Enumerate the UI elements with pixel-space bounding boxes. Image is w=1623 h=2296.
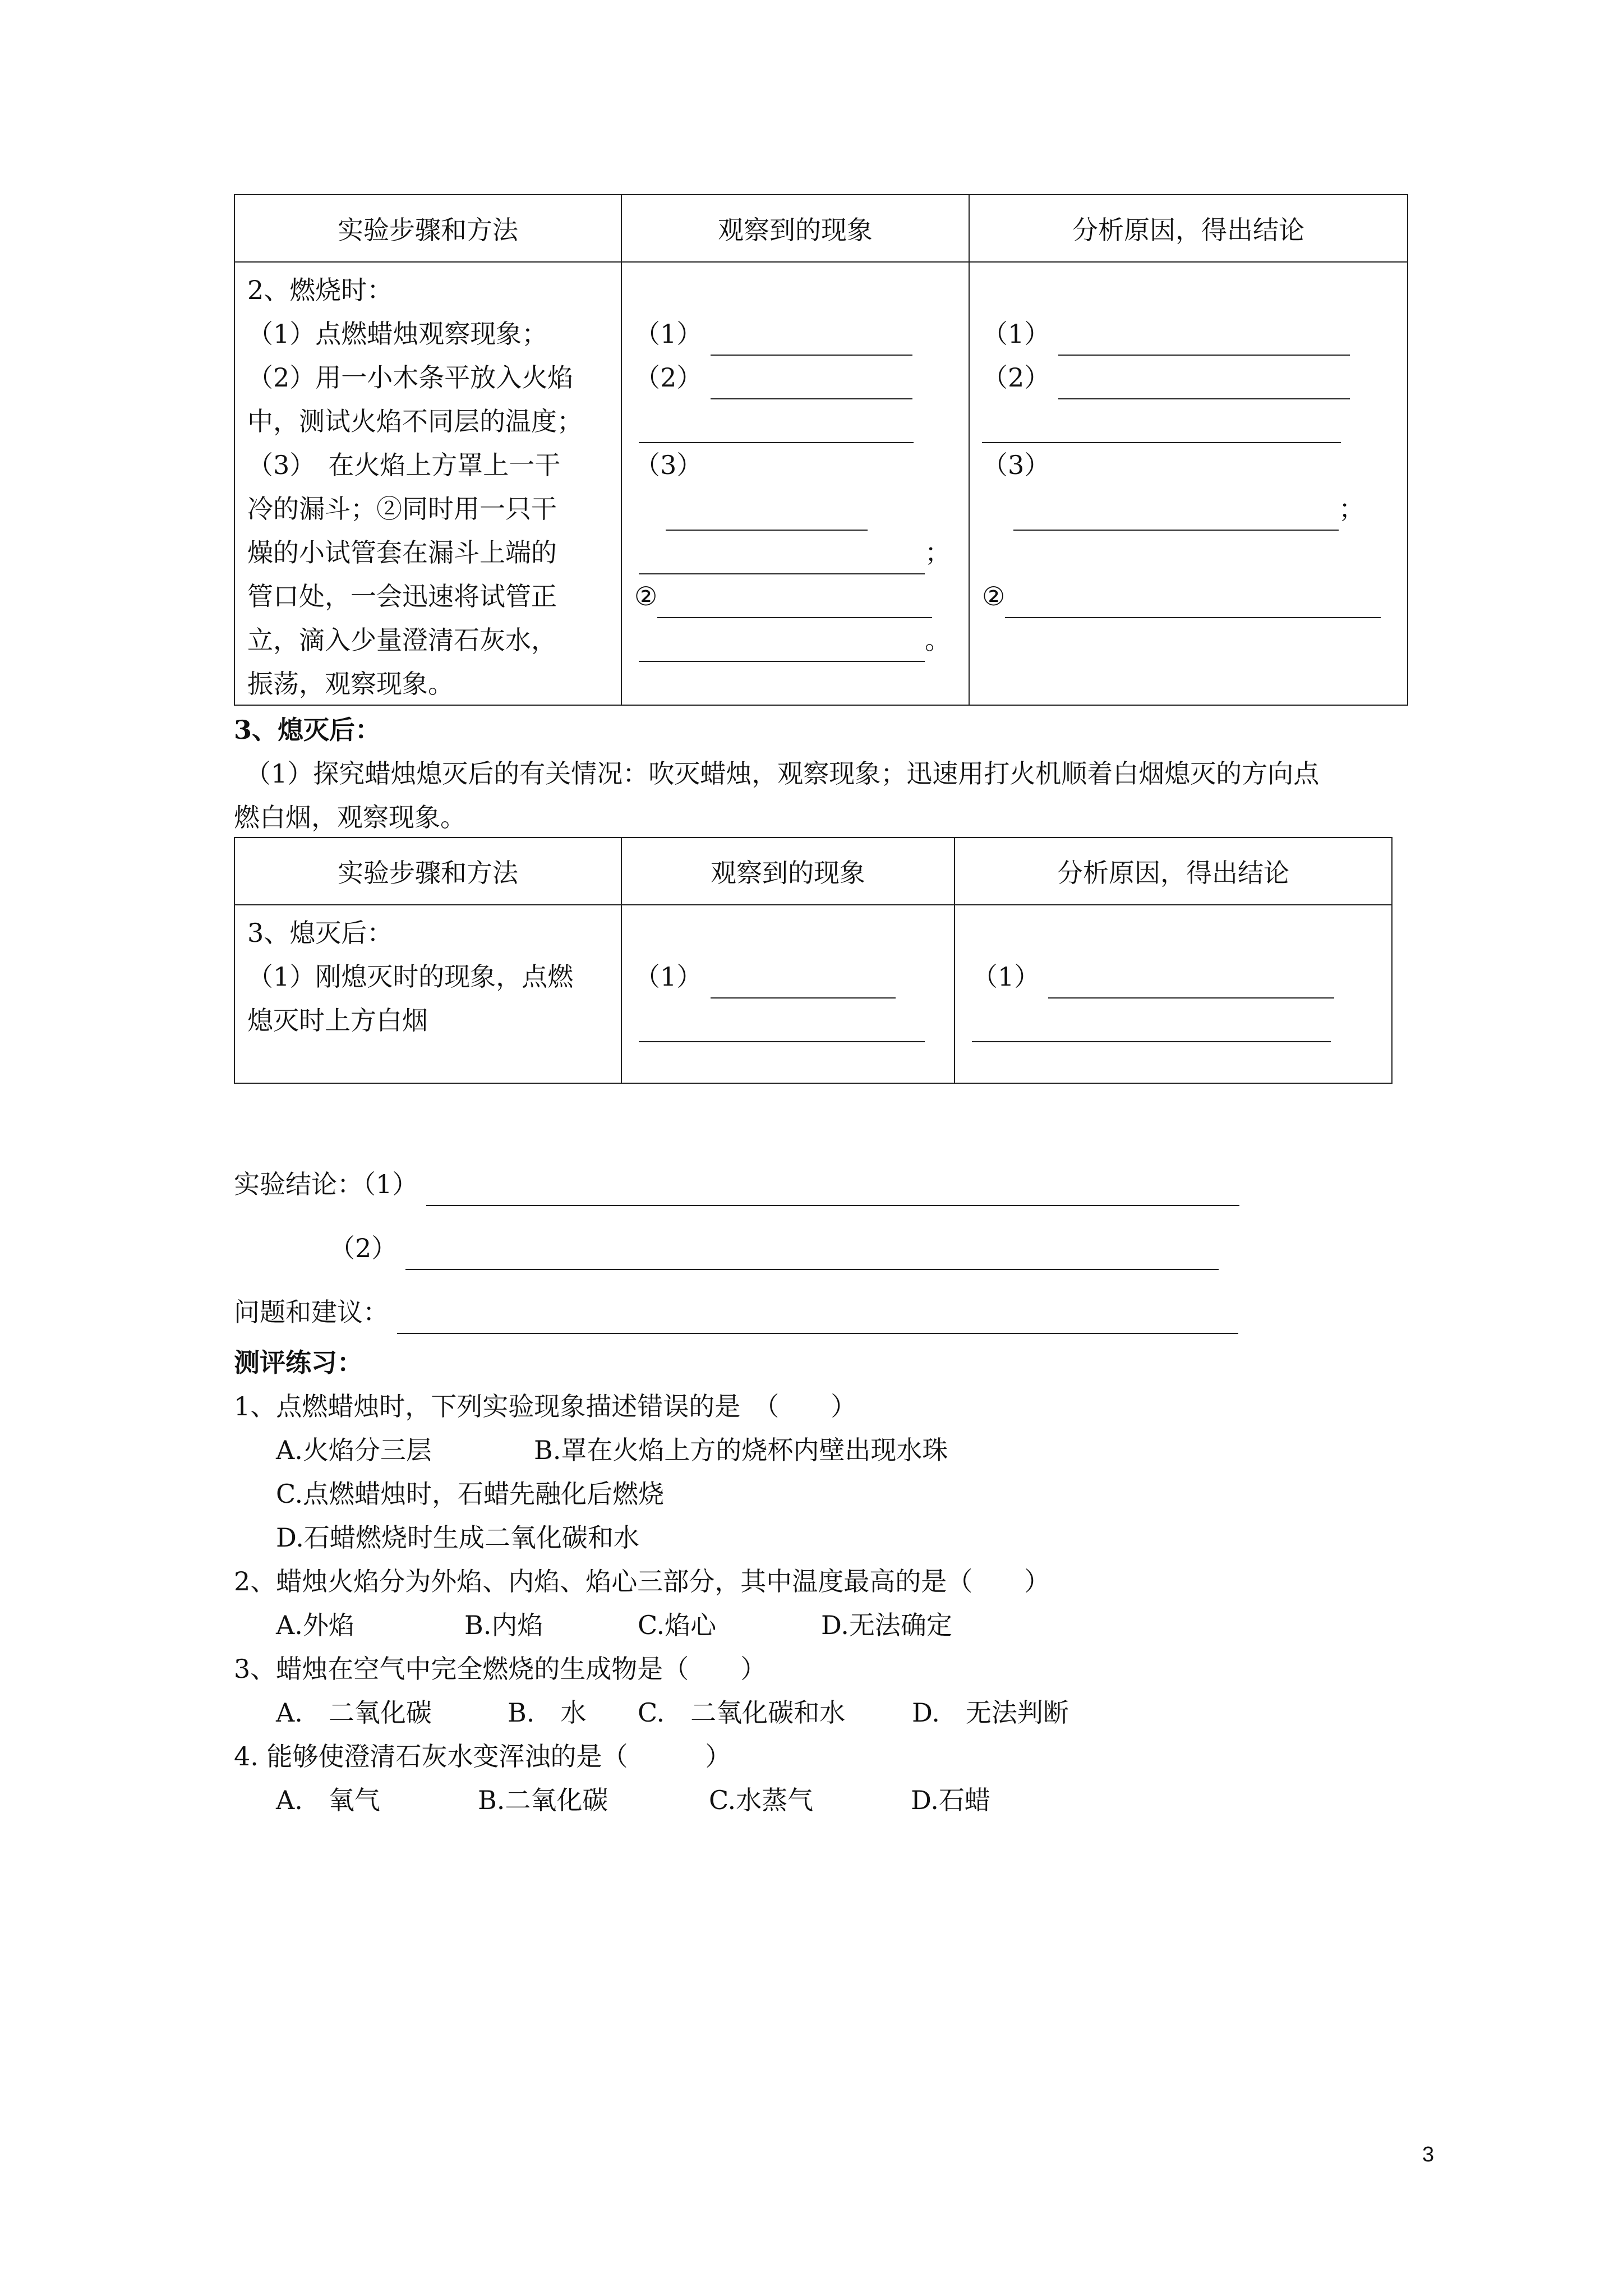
question-2: 2、蜡烛火焰分为外焰、内焰、焰心三部分，其中温度最高的是（ ） [234,1566,1050,1596]
table2-step-line: 熄灭时上方白烟 [247,1005,428,1036]
answer-blank[interactable] [639,544,925,574]
q2-option-a[interactable]: A.外焰 [276,1610,354,1640]
conclusion-row-2 [329,1226,1219,1270]
answer-blank[interactable] [657,588,932,618]
answer-blank[interactable] [639,1012,925,1042]
q4-option-a[interactable]: A. 氧气 [276,1785,380,1815]
table1-header-steps: 实验步骤和方法 [234,195,621,262]
ana-label-circled-2: ② [982,581,1006,611]
question-3: 3、蜡烛在空气中完全燃烧的生成物是（ ） [234,1654,767,1684]
q3-option-c[interactable]: C. 二氧化碳和水 [638,1697,846,1728]
answer-blank[interactable] [426,1176,1239,1206]
q2-option-c[interactable]: C.焰心 [638,1610,717,1640]
q4-option-d[interactable]: D.石蜡 [911,1785,990,1815]
table1-step-line: 2、燃烧时： [247,275,393,305]
obs-label-2: （2） [634,362,703,393]
table2-header-steps: 实验步骤和方法 [234,838,621,905]
answer-blank[interactable] [639,413,914,443]
table1-step-line: 中，测试火焰不同层的温度； [247,406,583,436]
answer-blank[interactable] [711,369,912,399]
answer-blank[interactable] [397,1304,1238,1334]
table2-analysis-cell [955,905,1392,1083]
answer-blank[interactable] [982,413,1341,443]
q4-option-c[interactable]: C.水蒸气 [709,1785,814,1815]
semicolon: ； [1339,494,1364,524]
q1-option-a[interactable]: A.火焰分三层 [276,1435,432,1465]
table1-step-line: （1）点燃蜡烛观察现象； [247,319,548,349]
experiment-table-burning [234,194,1408,706]
table2-header-analysis: 分析原因，得出结论 [955,838,1392,905]
obs-label-circled-2: ② [634,581,658,611]
q4-option-b[interactable]: B.二氧化碳 [478,1785,608,1815]
period: 。 [925,625,951,655]
table2-step-line: （1）刚熄灭时的现象，点燃 [247,961,574,992]
table1-step-line: 管口处，一会迅速将试管正 [247,581,557,611]
q1-option-c[interactable]: C.点燃蜡烛时，石蜡先融化后燃烧 [276,1479,665,1509]
q2-option-b[interactable]: B.内焰 [464,1610,543,1640]
answer-blank[interactable] [1058,369,1350,399]
q3-option-b[interactable]: B. 水 [508,1697,587,1728]
ana-label-3: （3） [982,450,1050,480]
table1-step-line: （3） 在火焰上方罩上一干 [247,450,561,480]
question-1: 1、点燃蜡烛时，下列实验现象描述错误的是 （ ） [234,1391,857,1421]
exercise-title: 测评练习： [234,1347,363,1378]
table2-header-observation: 观察到的现象 [621,838,955,905]
question-4: 4. 能够使澄清石灰水变浑浊的是（ ） [234,1741,731,1772]
table1-step-line: （2）用一小木条平放入火焰 [247,362,574,393]
answer-blank[interactable] [711,968,896,999]
q2-option-d[interactable]: D.无法确定 [821,1610,952,1640]
table1-step-line: 冷的漏斗；②同时用一只干 [247,494,557,524]
experiment-table-extinguish [234,837,1393,1084]
obs-label-3: （3） [634,450,703,480]
q3-option-d[interactable]: D. 无法判断 [912,1697,1069,1728]
obs-label-1: （1） [634,319,703,349]
table1-step-line: 振荡，观察现象。 [247,669,454,699]
answer-blank[interactable] [405,1240,1219,1270]
semicolon: ； [925,537,951,568]
table1-steps-cell [234,262,621,705]
answer-blank[interactable] [1058,325,1350,356]
q1-option-b[interactable]: B.罩在火焰上方的烧杯内壁出现水珠 [534,1435,948,1465]
table1-step-line: 立，滴入少量澄清石灰水， [247,625,557,655]
conclusion-row-1 [234,1162,1239,1206]
answer-blank[interactable] [711,325,912,356]
answer-blank[interactable] [1048,968,1334,999]
answer-blank[interactable] [1013,500,1339,531]
conclusion-item-2: （2） [329,1233,398,1263]
table2-steps-cell [234,905,621,1083]
table1-header-analysis: 分析原因，得出结论 [969,195,1408,262]
answer-blank[interactable] [639,632,925,662]
answer-blank[interactable] [666,500,868,531]
ana-label-2: （2） [982,362,1050,393]
table1-step-line: 燥的小试管套在漏斗上端的 [247,537,557,568]
q1-option-d[interactable]: D.石蜡燃烧时生成二氧化碳和水 [276,1522,639,1553]
table1-observation-cell [621,262,969,705]
table1-header-observation: 观察到的现象 [621,195,969,262]
section3-desc-line1: （1）探究蜡烛熄灭后的有关情况：吹灭蜡烛，观察现象；迅速用打火机顺着白烟熄灭的方向点 [245,758,1320,789]
table1-analysis-cell [969,262,1408,705]
ana-label-1: （1） [982,319,1050,349]
answer-blank[interactable] [1005,588,1381,618]
section3-desc-line2: 燃白烟，观察现象。 [234,802,466,832]
table2-step-line: 3、熄灭后： [247,918,393,948]
ana-label-1: （1） [972,961,1040,992]
answer-blank[interactable] [972,1012,1331,1042]
questions-row [234,1290,1238,1334]
table2-observation-cell [621,905,955,1083]
page-number: 3 [1422,2143,1435,2166]
questions-label: 问题和建议： [234,1297,389,1327]
q3-option-a[interactable]: A. 二氧化碳 [276,1697,432,1728]
obs-label-1: （1） [634,961,703,992]
conclusion-item-1: （1） [363,1169,418,1199]
section3-title: 3、熄灭后： [234,715,381,745]
conclusion-label: 实验结论： [234,1169,363,1199]
